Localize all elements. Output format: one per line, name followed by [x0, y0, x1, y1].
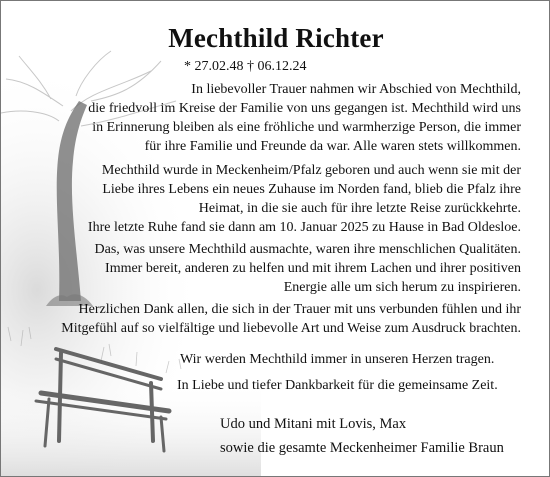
text-line: Liebe ihres Lebens ein neues Zuhause im Norden fand, blieb die Pfalz ihre	[102, 182, 521, 197]
paragraph-thanks	[61, 300, 521, 338]
text-line: Das, was unsere Mechthild ausmachte, waren ihre menschlichen Qualitäten.	[94, 242, 521, 257]
paragraph-farewell	[88, 80, 521, 156]
paragraph-qualities	[95, 240, 521, 297]
text-line: in Erinnerung bleiben als eine fröhliche und warmherzige Person, die immer	[92, 120, 521, 135]
text-line: In liebevoller Trauer nahmen wir Abschied von Mechthild,	[191, 82, 521, 97]
deceased-name: Mechthild Richter	[168, 23, 384, 53]
text-line: die friedvoll im Kreise der Familie von uns gegangen ist. Mechthild wird uns	[88, 101, 521, 116]
text-line: für ihre Familie und Freunde da war. Alle waren stets willkommen.	[144, 139, 521, 154]
closing-line: In Liebe und tiefer Dankbarkeit für die gemeinsame Zeit.	[177, 378, 498, 393]
text-line: Mitgefühl auf so vielfältige und liebevolle Art und Weise zum Ausdruck brachten.	[61, 321, 521, 336]
signature-line: sowie die gesamte Meckenheimer Familie Braun	[220, 440, 504, 456]
text-line: Energie alle um sich herum zu inspirieren.	[283, 280, 521, 295]
text-line: Heimat, in die sie auch für ihre letzte Reise zurückkehrte.	[198, 201, 521, 216]
text-line: Mechthild wurde in Meckenheim/Pfalz geboren und auch wenn sie mit der	[101, 163, 521, 178]
text-line: Ihre letzte Ruhe fand sie dann am 10. Januar 2025 zu Hause in Bad Oldesloe.	[87, 220, 521, 235]
signature-line: Udo und Mitani mit Lovis, Max	[220, 416, 407, 432]
paragraph-life	[88, 161, 521, 237]
life-dates: * 27.02.48 † 06.12.24	[184, 59, 307, 74]
text-line: Immer bereit, anderen zu helfen und mit ihrem Lachen und ihrer positiven	[105, 261, 521, 276]
text-line: Herzlichen Dank allen, die sich in der Trauer mit uns verbunden fühlen und ihr	[78, 302, 521, 317]
closing-line: Wir werden Mechthild immer in unseren Herzen tragen.	[180, 352, 495, 367]
